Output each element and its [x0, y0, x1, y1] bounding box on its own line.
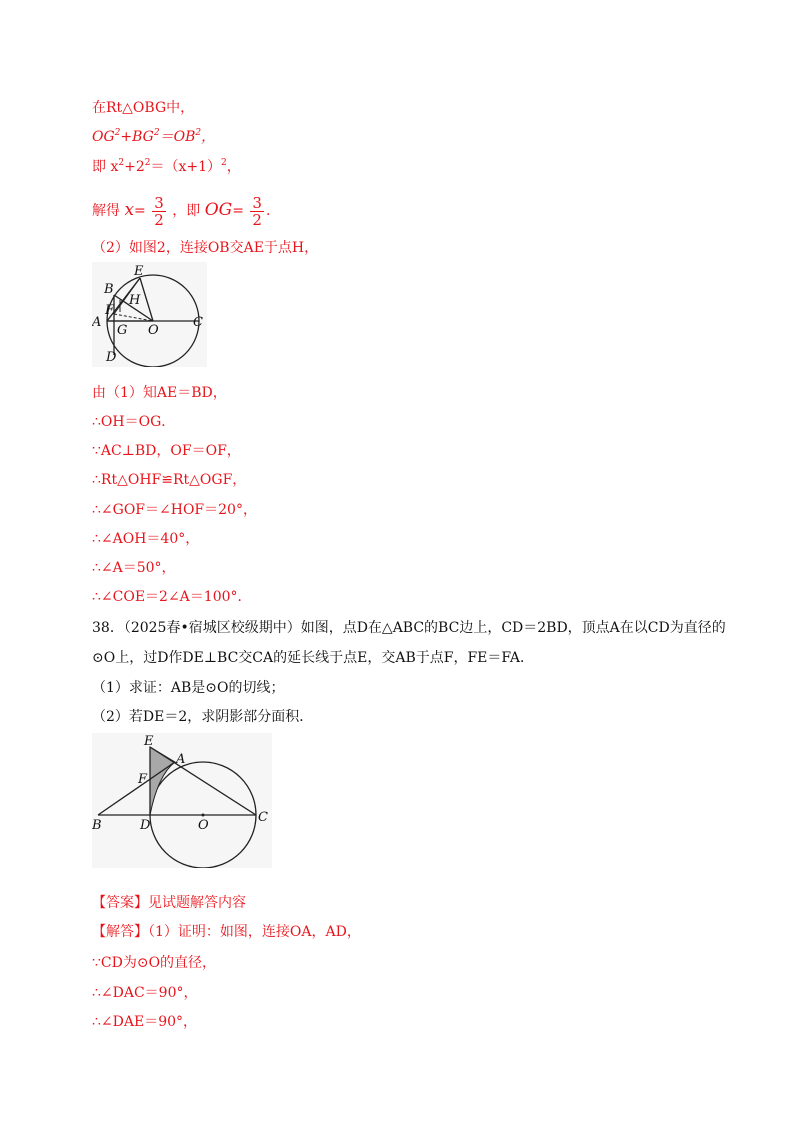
- label-A: A: [92, 315, 102, 330]
- question-38-line2: ⊙O上，过D作DE⊥BC交CA的延长线于点E，交AB于点F，FE＝FA．: [92, 650, 534, 666]
- solution-line: ∴∠DAC＝90°，: [92, 985, 198, 1001]
- label-D: D: [140, 818, 151, 833]
- label-F: F: [105, 303, 115, 318]
- question-38-line1: 38．（2025春•宿城区校级期中）如图，点D在△ABC的BC边上，CD＝2BD，顶点A在以CD为直径的: [92, 620, 726, 636]
- question-part-1: （1）求证：AB是⊙O的切线；: [92, 680, 285, 696]
- text-line: 由（1）知AE＝BD，: [92, 385, 227, 401]
- equation-line: 即 $x^2+2^2=(x+1)^2$，: [92, 158, 241, 175]
- solution-line: ∵CD为⊙O的直径，: [92, 955, 217, 971]
- fraction: $\frac{3}{2}$: [154, 193, 164, 229]
- text-line: ∴Rt△OHF≌Rt△OGF，: [92, 472, 247, 488]
- label-O: O: [198, 818, 209, 833]
- label-E: E: [134, 264, 144, 279]
- equation-line: $OG^2+BG^2=OB^2$，: [92, 128, 216, 145]
- label-H: H: [129, 293, 141, 308]
- answer-line: 【答案】见试题解答内容: [92, 895, 246, 911]
- text-line: ∴OH＝OG．: [92, 414, 176, 430]
- text-line: ∴∠COE＝2∠A＝100°．: [92, 589, 252, 605]
- fraction: $\frac{3}{2}$: [252, 193, 262, 229]
- text-line: ∵AC⊥BD，OF＝OF，: [92, 443, 241, 459]
- figure-tangent-2: [92, 733, 272, 868]
- text-line: ∴∠A＝50°，: [92, 560, 176, 576]
- figure-circle-1: [92, 262, 207, 367]
- text-line: 在Rt△OBG中，: [92, 100, 195, 116]
- text-line: （2）如图2，连接OB交AE于点H，: [92, 240, 319, 256]
- label-O: O: [148, 323, 159, 338]
- text-line: ∴∠AOH＝40°，: [92, 531, 200, 547]
- solution-line: 解得 x= $\frac{3}{2}$ ，即 OG= $\frac{3}{2}$ .: [92, 193, 271, 229]
- question-part-2: （2）若DE＝2，求阴影部分面积．: [92, 709, 314, 725]
- label-D: D: [106, 350, 117, 365]
- label-C: C: [258, 810, 268, 825]
- solution-line: ∴∠DAE＝90°，: [92, 1014, 198, 1030]
- label-B: B: [104, 282, 114, 297]
- label-F: F: [138, 772, 148, 787]
- text-line: ∴∠GOF＝∠HOF＝20°，: [92, 502, 257, 518]
- label-C: C: [193, 315, 203, 330]
- label-B: B: [92, 818, 102, 833]
- label-A: A: [176, 752, 186, 767]
- solution-line: 【解答】（1）证明：如图，连接OA，AD，: [92, 924, 361, 940]
- label-G: G: [117, 323, 128, 338]
- label-E: E: [144, 734, 154, 749]
